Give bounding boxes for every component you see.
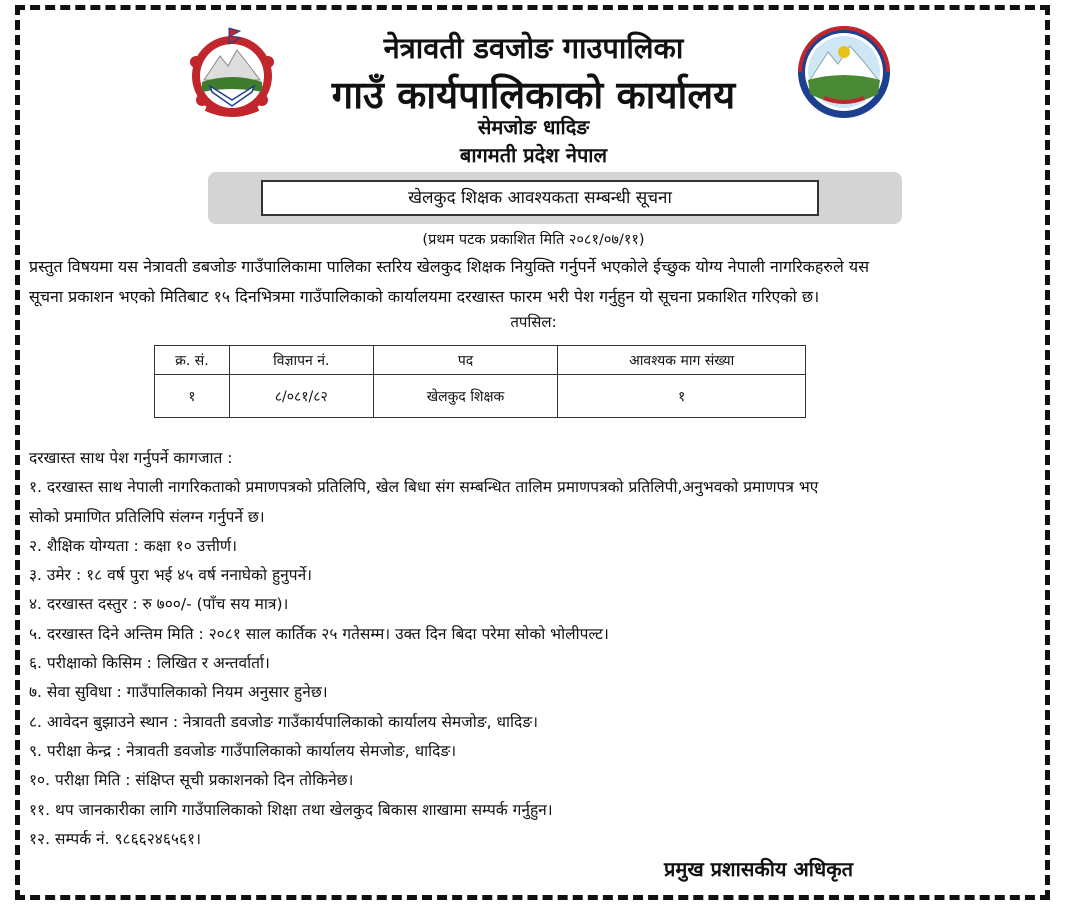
office-title: गाउँ कार्यपालिकाको कार्यालय	[331, 73, 736, 117]
column-header-post: पद	[373, 346, 558, 375]
list-item: ११. थप जानकारीका लागि गाउँपालिकाको शिक्षा तथा खेलकुद बिकास शाखामा सम्पर्क गर्नुहुन।	[29, 800, 553, 819]
office-location: सेमजोङ धादिङ	[477, 115, 590, 139]
list-item: २. शैक्षिक योग्यता : कक्षा १० उत्तीर्ण।	[29, 536, 237, 555]
vacancy-table	[154, 345, 806, 418]
notice-subject: खेलकुद शिक्षक आवश्यकता सम्बन्धी सूचना	[261, 180, 819, 216]
documents-section	[29, 444, 1039, 854]
municipality-name: नेत्रावती डवजोङ गाउपालिका	[383, 31, 684, 65]
list-item: ३. उमेर : १८ वर्ष पुरा भई ४५ वर्ष ननाघेको हुनुपर्ने।	[29, 566, 313, 585]
cell-required-count: १	[558, 375, 806, 418]
list-item: ६. परीक्षाको किसिम : लिखित र अन्तर्वार्ता।	[29, 654, 270, 673]
list-item: ५. दरखास्त दिने अन्तिम मिति : २०८१ साल कार्तिक २५ गतेसम्म। उक्त दिन बिदा परेमा सोको भोलीपल्ट।	[29, 624, 609, 643]
column-header-required-count: आवश्यक माग संख्या	[558, 346, 806, 375]
notice-paragraph-line-1: प्रस्तुत विषयमा यस नेत्रावती डबजोङ गाउँपालिकामा पालिका स्तरिय खेलकुद शिक्षक नियुक्ति गर्नुपर्ने भएकोले ईच्छुक योग्य नेपाली नागरिकहरुले यस	[29, 257, 870, 276]
documents-heading: दरखास्त साथ पेश गर्नुपर्ने कागजात :	[29, 449, 233, 467]
province-country: बागमती प्रदेश नेपाल	[459, 143, 608, 167]
table-header-row	[155, 346, 806, 375]
list-item: १०. परीक्षा मिति : संक्षिप्त सूची प्रकाशनको दिन तोकिनेछ।	[29, 771, 354, 790]
list-item: १. दरखास्त साथ नेपाली नागरिकताको प्रमाणपत्रको प्रतिलिपि, खेल बिधा संग सम्बन्धित तालिम प्रमाणपत्रको प्रतिलिपी,अनुभवको प्रमाणपत्र भए	[29, 478, 819, 497]
list-item: १२. सम्पर्क नं. ९८६६२४६५६१।	[29, 829, 201, 848]
list-item: ९. परीक्षा केन्द्र : नेत्रावती डवजोङ गाउँपालिकाको कार्यालय सेमजोङ, धादिङ।	[29, 741, 457, 760]
column-header-ad-number: विज्ञापन नं.	[229, 346, 373, 375]
list-item: ४. दरखास्त दस्तुर : रु ७००/- (पाँच सय मात्र)।	[29, 595, 289, 614]
cell-post: खेलकुद शिक्षक	[373, 375, 558, 418]
list-item: ७. सेवा सुविधा : गाउँपालिकाको नियम अनुसार हुनेछ।	[29, 683, 328, 702]
table-row	[155, 375, 806, 418]
publication-date: (प्रथम पटक प्रकाशित मिति २०८१/०७/११)	[422, 232, 645, 248]
details-label: तपसिल:	[510, 313, 557, 331]
column-header-serial: क्र. सं.	[155, 346, 230, 375]
cell-ad-number: ८/०८१/८२	[229, 375, 373, 418]
list-item: सोको प्रमाणित प्रतिलिपि संलग्न गर्नुपर्ने छ।	[29, 507, 265, 526]
cell-serial: १	[155, 375, 230, 418]
signature-title: प्रमुख प्रशासकीय अधिकृत	[664, 857, 853, 881]
list-item: ८. आवेदन बुझाउने स्थान : नेत्रावती डवजोङ गाउँकार्यपालिकाको कार्यालय सेमजोङ, धादिङ।	[29, 712, 538, 731]
notice-paragraph-line-2: सूचना प्रकाशन भएको मितिबाट १५ दिनभित्रमा गाउँपालिकाको कार्यालयमा दरखास्त फारम भरी पेश गर्नुहुन यो सूचना प्रकाशित गरिएको छ।	[29, 287, 820, 306]
